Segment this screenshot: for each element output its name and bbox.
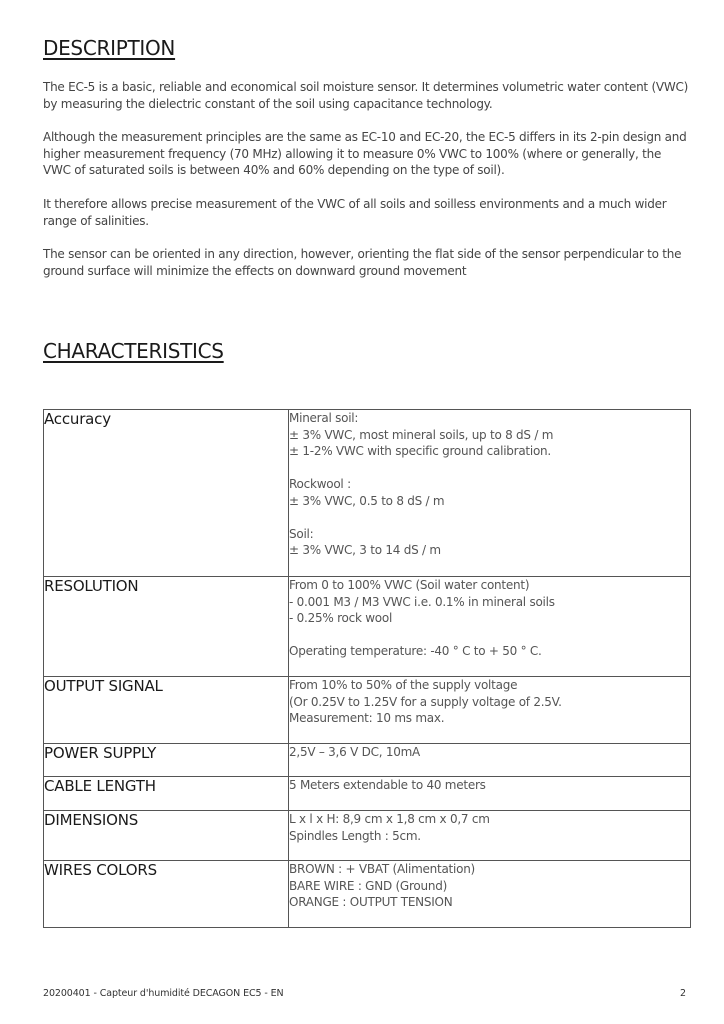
spec-value	[289, 811, 691, 861]
spec-label: RESOLUTION	[44, 577, 289, 677]
spec-value-line	[289, 509, 690, 526]
spec-value	[289, 744, 691, 777]
spec-value-line: L x l x H: 8,9 cm x 1,8 cm x 0,7 cm	[289, 812, 490, 826]
spec-value-line: 5 Meters extendable to 40 meters	[289, 778, 486, 792]
spec-value-line: Operating temperature: -40 ° C to + 50 ° C.	[289, 644, 542, 658]
spec-value	[289, 577, 691, 677]
spec-value-line: ORANGE : OUTPUT TENSION	[289, 895, 453, 909]
spec-value-line: Mineral soil:	[289, 411, 359, 425]
spec-value	[289, 410, 691, 577]
spec-value-line: 2,5V – 3,6 V DC, 10mA	[289, 745, 421, 759]
spec-value-line: - 0.001 M3 / M3 VWC i.e. 0.1% in mineral soils	[289, 594, 555, 609]
spec-value-line: - 0.25% rock wool	[289, 611, 393, 625]
spec-label: WIRES COLORS	[44, 861, 289, 928]
description-paragraph-4: The sensor can be oriented in any direction, however, orienting the flat side of the sensor perpendicular to the ground surface will minimize the effects on downward ground movement	[43, 247, 682, 278]
description-paragraph-3: It therefore allows precise measurement of the VWC of all soils and soilless environments and a much wider range of salinities.	[43, 197, 667, 228]
characteristics-table	[43, 409, 691, 928]
spec-value-line: ± 3% VWC, 3 to 14 dS / m	[289, 543, 441, 557]
spec-value-line: BROWN : + VBAT (Alimentation)	[289, 862, 475, 876]
spec-row-power-supply	[44, 744, 691, 777]
description-paragraph-2: Although the measurement principles are the same as EC-10 and EC-20, the EC-5 differs in its 2-pin design and higher measurement frequency (70 MHz) allowing it to measure 0% VWC to 100% (where or generally, the VWC of saturated soils is between 40% and 60% depending on the type of soil).	[43, 130, 687, 177]
spec-value	[289, 777, 691, 811]
spec-row-cable-length	[44, 777, 691, 811]
spec-label: Accuracy	[44, 410, 289, 577]
footer-doc-reference: 20200401 - Capteur d'humidité DECAGON EC5 - EN	[43, 988, 284, 999]
spec-value	[289, 677, 691, 744]
spec-value-line: Measurement: 10 ms max.	[289, 711, 445, 725]
spec-value-line	[289, 460, 690, 477]
spec-value-line: ± 3% VWC, 0.5 to 8 dS / m	[289, 493, 445, 508]
description-paragraph-1: The EC-5 is a basic, reliable and economical soil moisture sensor. It determines volumetric water content (VWC) by measuring the dielectric constant of the soil using capacitance technology.	[43, 80, 689, 111]
characteristics-heading: CHARACTERISTICS	[43, 339, 224, 363]
spec-label: CABLE LENGTH	[44, 777, 289, 811]
footer-page-number: 2	[680, 988, 687, 999]
spec-value-line: (Or 0.25V to 1.25V for a supply voltage of 2.5V.	[289, 694, 562, 709]
spec-value-line: ± 1-2% VWC with specific ground calibration.	[289, 444, 551, 458]
spec-value-line: Spindles Length : 5cm.	[289, 828, 421, 843]
spec-row-dimensions	[44, 811, 691, 861]
spec-label: DIMENSIONS	[44, 811, 289, 861]
spec-value-line: BARE WIRE : GND (Ground)	[289, 878, 448, 893]
spec-row-resolution	[44, 577, 691, 677]
spec-label: POWER SUPPLY	[44, 744, 289, 777]
description-heading: DESCRIPTION	[43, 36, 176, 60]
spec-row-accuracy	[44, 410, 691, 577]
spec-value-line: Rockwool :	[289, 477, 351, 491]
spec-label: OUTPUT SIGNAL	[44, 677, 289, 744]
spec-value-line: Soil:	[289, 526, 314, 541]
spec-value-line: From 0 to 100% VWC (Soil water content)	[289, 578, 530, 592]
spec-row-wires-colors	[44, 861, 691, 928]
spec-value	[289, 861, 691, 928]
spec-row-output-signal	[44, 677, 691, 744]
spec-value-line: From 10% to 50% of the supply voltage	[289, 678, 518, 692]
spec-value-line: ± 3% VWC, most mineral soils, up to 8 dS / m	[289, 427, 554, 442]
spec-value-line	[289, 627, 690, 644]
